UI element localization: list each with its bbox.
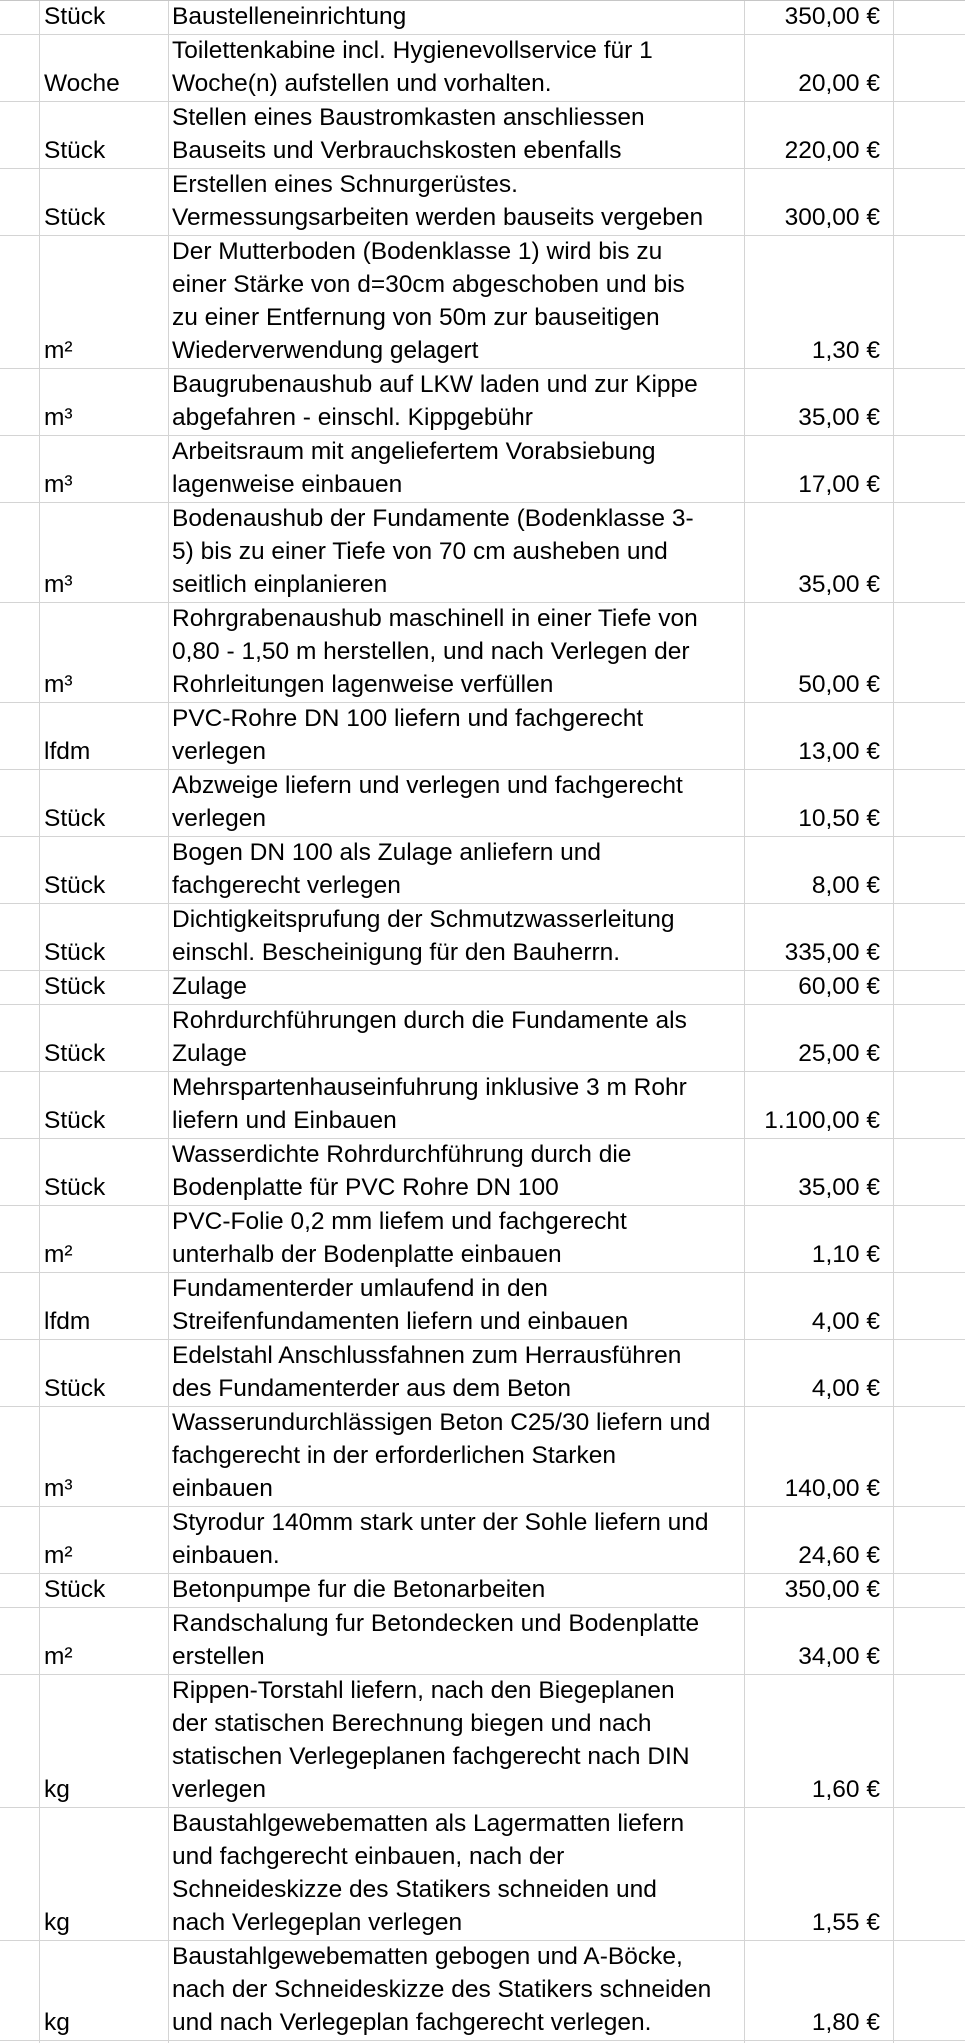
unit-cell[interactable] [40,369,169,435]
description-line: Woche(n) aufstellen und vorhalten. [172,70,552,97]
description-line: Streifenfundamenten liefern und einbauen [172,1308,629,1335]
description-line: 5) bis zu einer Tiefe von 70 cm ausheben und [172,538,668,565]
description-cell[interactable] [169,1005,745,1071]
description-cell[interactable] [169,35,745,101]
table-row [0,1808,965,1941]
description-line: verlegen [172,1776,266,1803]
row-margin-cell[interactable] [0,1507,40,1573]
unit-cell[interactable] [40,1574,169,1607]
description-cell[interactable] [169,904,745,970]
description-line: verlegen [172,805,266,832]
row-margin-cell[interactable] [0,35,40,101]
description-line: Stellen eines Baustromkasten anschliessen [172,104,645,131]
unit-text: Woche [44,70,120,97]
unit-cell[interactable] [40,971,169,1004]
price-text: 1,30 € [811,337,880,364]
unit-text: kg [44,1909,70,1936]
unit-cell[interactable] [40,1407,169,1506]
unit-cell[interactable] [40,837,169,903]
price-cell[interactable] [745,971,894,1004]
description-line: PVC-Folie 0,2 mm liefem und fachgerecht [172,1208,627,1235]
description-line: Toilettenkabine incl. Hygienevollservice für 1 [172,37,653,64]
price-text: 300,00 € [784,204,880,231]
unit-text: Stück [44,137,106,164]
unit-text: Stück [44,1107,106,1134]
empty-cell[interactable] [894,703,965,769]
unit-cell[interactable] [40,1273,169,1339]
table-row [0,1206,965,1273]
empty-cell[interactable] [894,904,965,970]
description-cell[interactable] [169,1407,745,1506]
description-cell[interactable] [169,603,745,702]
unit-cell[interactable] [40,35,169,101]
table-row [0,971,965,1005]
empty-cell[interactable] [894,169,965,235]
row-margin-cell[interactable] [0,703,40,769]
description-line: Erstellen eines Schnurgerüstes. [172,171,518,198]
price-text: 4,00 € [811,1308,880,1335]
unit-cell[interactable] [40,1808,169,1940]
price-cell[interactable] [745,603,894,702]
description-line: Bauseits und Verbrauchskosten ebenfalls [172,137,622,164]
row-margin-cell[interactable] [0,169,40,235]
description-line: Der Mutterboden (Bodenklasse 1) wird bis zu [172,238,663,265]
price-cell[interactable] [745,1,894,34]
price-text: 350,00 € [784,3,880,30]
empty-cell[interactable] [894,1005,965,1071]
table-row [0,1005,965,1072]
table-row [0,169,965,236]
unit-cell[interactable] [40,1072,169,1138]
table-row [0,1407,965,1507]
row-margin-cell[interactable] [0,1675,40,1807]
unit-cell[interactable] [40,770,169,836]
description-cell[interactable] [169,703,745,769]
description-cell[interactable] [169,1808,745,1940]
unit-cell[interactable] [40,1941,169,2040]
unit-text: Stück [44,3,106,30]
unit-text: m² [44,1241,73,1268]
unit-text: Stück [44,872,106,899]
empty-cell[interactable] [894,770,965,836]
table-row [0,904,965,971]
price-text: 35,00 € [798,404,880,431]
table-row [0,1273,965,1340]
row-margin-cell[interactable] [0,102,40,168]
description-cell[interactable] [169,169,745,235]
description-line: Fundamenterder umlaufend in den [172,1275,548,1302]
description-line: Zulage [172,973,247,1000]
unit-text: Stück [44,204,106,231]
price-cell[interactable] [745,1273,894,1339]
row-margin-cell[interactable] [0,1407,40,1506]
table-row [0,436,965,503]
description-cell[interactable] [169,1273,745,1339]
description-line: der statischen Berechnung biegen und nach [172,1710,652,1737]
unit-cell[interactable] [40,1206,169,1272]
unit-text: Stück [44,1040,106,1067]
description-line: abgefahren - einschl. Kippgebühr [172,404,533,431]
price-cell[interactable] [745,503,894,602]
description-line: Randschalung fur Betondecken und Bodenplatte [172,1610,700,1637]
unit-cell[interactable] [40,436,169,502]
unit-text: m² [44,337,73,364]
description-line: Abzweige liefern und verlegen und fachgerecht [172,772,683,799]
price-cell[interactable] [745,236,894,368]
table-row [0,1072,965,1139]
price-text: 220,00 € [784,137,880,164]
unit-text: Stück [44,1576,106,1603]
table-row [0,1507,965,1574]
row-margin-cell[interactable] [0,1072,40,1138]
unit-cell[interactable] [40,703,169,769]
unit-text: m³ [44,671,73,698]
price-text: 60,00 € [798,973,880,1000]
empty-cell[interactable] [894,1808,965,1940]
description-line: Betonpumpe fur die Betonarbeiten [172,1576,546,1603]
price-text: 20,00 € [798,70,880,97]
price-cell[interactable] [745,436,894,502]
description-line: lagenweise einbauen [172,471,403,498]
price-text: 24,60 € [798,1542,880,1569]
price-cell[interactable] [745,1340,894,1406]
description-line: seitlich einplanieren [172,571,388,598]
unit-cell[interactable] [40,236,169,368]
unit-text: Stück [44,805,106,832]
description-line: und fachgerecht einbauen, nach der [172,1843,565,1870]
price-text: 1,60 € [811,1776,880,1803]
description-cell[interactable] [169,1340,745,1406]
empty-cell[interactable] [894,236,965,368]
price-cell[interactable] [745,1941,894,2040]
table-row [0,1,965,35]
unit-text: Stück [44,1174,106,1201]
description-line: Wiederverwendung gelagert [172,337,479,364]
description-line: einbauen. [172,1542,280,1569]
empty-cell[interactable] [894,1072,965,1138]
description-line: Rohrdurchführungen durch die Fundamente als [172,1007,687,1034]
table-row [0,35,965,102]
unit-text: m³ [44,471,73,498]
description-line: nach Verlegeplan verlegen [172,1909,463,1936]
unit-cell[interactable] [40,603,169,702]
price-cell[interactable] [745,1407,894,1506]
unit-text: Stück [44,1375,106,1402]
price-text: 13,00 € [798,738,880,765]
empty-cell[interactable] [894,1574,965,1607]
price-cell[interactable] [745,703,894,769]
price-cell[interactable] [745,1675,894,1807]
price-text: 1,10 € [811,1241,880,1268]
description-line: zu einer Entfernung von 50m zur bauseitigen [172,304,660,331]
row-margin-cell[interactable] [0,603,40,702]
description-line: fachgerecht in der erforderlichen Starken [172,1442,616,1469]
description-line: fachgerecht verlegen [172,872,401,899]
description-line: Wasserundurchlässigen Beton C25/30 liefern und [172,1409,711,1436]
unit-cell[interactable] [40,169,169,235]
price-text: 140,00 € [784,1475,880,1502]
description-line: Wasserdichte Rohrdurchführung durch die [172,1141,632,1168]
row-margin-cell[interactable] [0,1608,40,1674]
table-row [0,102,965,169]
row-margin-cell[interactable] [0,770,40,836]
empty-cell[interactable] [894,1273,965,1339]
empty-cell[interactable] [894,603,965,702]
description-line: Baustahlgewebematten gebogen und A-Böcke, [172,1943,683,1970]
empty-cell[interactable] [894,503,965,602]
row-margin-cell[interactable] [0,436,40,502]
empty-cell[interactable] [894,971,965,1004]
empty-cell[interactable] [894,1340,965,1406]
price-text: 34,00 € [798,1643,880,1670]
description-line: des Fundamenterder aus dem Beton [172,1375,572,1402]
price-cell[interactable] [745,1139,894,1205]
unit-cell[interactable] [40,1608,169,1674]
description-line: Zulage [172,1040,247,1067]
unit-cell[interactable] [40,1005,169,1071]
description-line: unterhalb der Bodenplatte einbauen [172,1241,562,1268]
description-line: Rohrleitungen lagenweise verfüllen [172,671,554,698]
unit-text: m³ [44,404,73,431]
empty-cell[interactable] [894,1206,965,1272]
description-cell[interactable] [169,1608,745,1674]
description-line: einbauen [172,1475,273,1502]
description-cell[interactable] [169,503,745,602]
row-margin-cell[interactable] [0,1808,40,1940]
description-line: Baustelleneinrichtung [172,3,407,30]
price-cell[interactable] [745,1507,894,1573]
row-margin-cell[interactable] [0,1941,40,2040]
description-line: einer Stärke von d=30cm abgeschoben und bis [172,271,685,298]
description-line: und nach Verlegeplan fachgerecht verlegen. [172,2009,652,2036]
unit-cell[interactable] [40,904,169,970]
description-cell[interactable] [169,236,745,368]
row-margin-cell[interactable] [0,1340,40,1406]
price-cell[interactable] [745,1574,894,1607]
row-margin-cell[interactable] [0,1273,40,1339]
table-row [0,1608,965,1675]
empty-cell[interactable] [894,1941,965,2040]
row-margin-cell[interactable] [0,971,40,1004]
description-line: Vermessungsarbeiten werden bauseits vergeben [172,204,704,231]
empty-cell[interactable] [894,1507,965,1573]
unit-text: m³ [44,1475,73,1502]
empty-cell[interactable] [894,1139,965,1205]
price-text: 25,00 € [798,1040,880,1067]
row-margin-cell[interactable] [0,904,40,970]
description-cell[interactable] [169,1675,745,1807]
price-cell[interactable] [745,35,894,101]
description-cell[interactable] [169,770,745,836]
description-line: Bodenaushub der Fundamente (Bodenklasse 3- [172,505,694,532]
description-cell[interactable] [169,837,745,903]
description-line: Schneideskizze des Statikers schneiden und [172,1876,657,1903]
description-line: nach der Schneideskizze des Statikers schneiden [172,1976,712,2003]
table-row [0,503,965,603]
empty-cell[interactable] [894,35,965,101]
price-cell[interactable] [745,102,894,168]
price-text: 17,00 € [798,471,880,498]
row-margin-cell[interactable] [0,1206,40,1272]
table-row [0,1340,965,1407]
table-row [0,1941,965,2041]
description-cell[interactable] [169,1072,745,1138]
row-margin-cell[interactable] [0,236,40,368]
row-margin-cell[interactable] [0,1139,40,1205]
unit-cell[interactable] [40,1507,169,1573]
price-cell[interactable] [745,1608,894,1674]
unit-cell[interactable] [40,1,169,34]
empty-cell[interactable] [894,1407,965,1506]
price-text: 1,80 € [811,2009,880,2036]
price-cell[interactable] [745,1072,894,1138]
description-cell[interactable] [169,1574,745,1607]
unit-text: kg [44,2009,70,2036]
price-cell[interactable] [745,1206,894,1272]
description-line: verlegen [172,738,266,765]
row-margin-cell[interactable] [0,503,40,602]
unit-cell[interactable] [40,1139,169,1205]
description-cell[interactable] [169,1941,745,2040]
description-line: Rippen-Torstahl liefern, nach den Biegeplanen [172,1677,675,1704]
price-text: 35,00 € [798,1174,880,1201]
price-cell[interactable] [745,1808,894,1940]
unit-cell[interactable] [40,1675,169,1807]
row-margin-cell[interactable] [0,369,40,435]
unit-text: lfdm [44,1308,91,1335]
description-cell[interactable] [169,1,745,34]
table-row [0,703,965,770]
price-cell[interactable] [745,770,894,836]
price-text: 50,00 € [798,671,880,698]
empty-cell[interactable] [894,369,965,435]
table-row [0,236,965,369]
unit-cell[interactable] [40,102,169,168]
price-text: 10,50 € [798,805,880,832]
empty-cell[interactable] [894,102,965,168]
price-text: 335,00 € [784,939,880,966]
price-text: 8,00 € [811,872,880,899]
description-line: PVC-Rohre DN 100 liefern und fachgerecht [172,705,644,732]
unit-cell[interactable] [40,1340,169,1406]
unit-text: Stück [44,939,106,966]
price-cell[interactable] [745,369,894,435]
table-row [0,1675,965,1808]
empty-cell[interactable] [894,1675,965,1807]
description-cell[interactable] [169,369,745,435]
unit-text: m³ [44,571,73,598]
description-line: Bogen DN 100 als Zulage anliefern und [172,839,602,866]
description-line: erstellen [172,1643,265,1670]
price-text: 4,00 € [811,1375,880,1402]
description-line: Rohrgrabenaushub maschinell in einer Tiefe von [172,605,698,632]
price-cell[interactable] [745,1005,894,1071]
table-row [0,770,965,837]
empty-cell[interactable] [894,436,965,502]
row-margin-cell[interactable] [0,837,40,903]
description-line: Dichtigkeitsprufung der Schmutzwasserleitung [172,906,675,933]
empty-cell[interactable] [894,1,965,34]
description-cell[interactable] [169,436,745,502]
price-cell[interactable] [745,169,894,235]
price-text: 1.100,00 € [764,1107,880,1134]
unit-text: kg [44,1776,70,1803]
description-line: liefern und Einbauen [172,1107,397,1134]
price-cell[interactable] [745,904,894,970]
description-line: 0,80 - 1,50 m herstellen, und nach Verlegen der [172,638,690,665]
row-margin-cell[interactable] [0,1005,40,1071]
description-cell[interactable] [169,1206,745,1272]
description-line: Styrodur 140mm stark unter der Sohle liefern und [172,1509,709,1536]
price-text: 1,55 € [811,1909,880,1936]
table-row [0,603,965,703]
description-line: Baustahlgewebematten als Lagermatten liefern [172,1810,685,1837]
unit-text: m² [44,1542,73,1569]
description-line: Bodenplatte für PVC Rohre DN 100 [172,1174,559,1201]
description-cell[interactable] [169,1507,745,1573]
empty-cell[interactable] [894,837,965,903]
description-line: Baugrubenaushub auf LKW laden und zur Kippe [172,371,698,398]
table-row [0,1574,965,1608]
row-margin-cell[interactable] [0,1,40,34]
unit-text: Stück [44,973,106,1000]
description-cell[interactable] [169,1139,745,1205]
row-margin-cell[interactable] [0,1574,40,1607]
description-line: Arbeitsraum mit angeliefertem Vorabsiebung [172,438,656,465]
description-cell[interactable] [169,102,745,168]
table-row [0,369,965,436]
unit-cell[interactable] [40,503,169,602]
empty-cell[interactable] [894,1608,965,1674]
description-line: Edelstahl Anschlussfahnen zum Herrausführen [172,1342,682,1369]
price-cell[interactable] [745,837,894,903]
table-row [0,837,965,904]
price-text: 35,00 € [798,571,880,598]
price-text: 350,00 € [784,1576,880,1603]
description-line: Mehrspartenhauseinfuhrung inklusive 3 m Rohr [172,1074,687,1101]
unit-text: m² [44,1643,73,1670]
description-cell[interactable] [169,971,745,1004]
description-line: einschl. Bescheinigung für den Bauherrn. [172,939,621,966]
table-row [0,1139,965,1206]
description-line: statischen Verlegeplanen fachgerecht nach DIN [172,1743,690,1770]
unit-text: lfdm [44,738,91,765]
